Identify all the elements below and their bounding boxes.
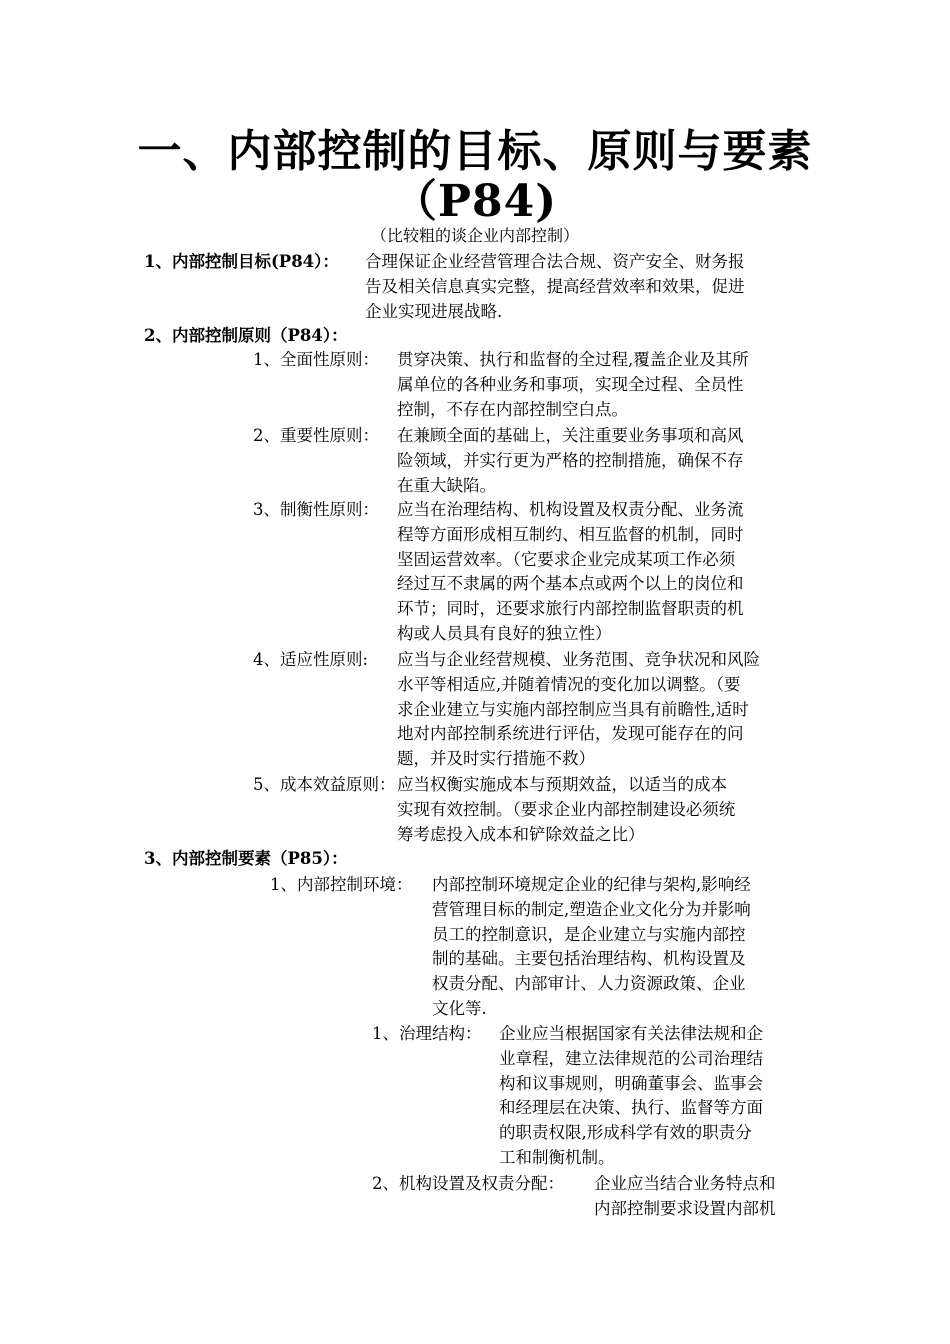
text-line: 贯穿决策、执行和监督的全过程,覆盖企业及其所 [397, 350, 749, 369]
text-line: 企业应当根据国家有关法律法规和企 [499, 1024, 763, 1043]
text-line: 业章程，建立法律规范的公司治理结 [499, 1048, 763, 1068]
title-line-2: （P84) [392, 176, 558, 227]
element-label: 1、内部控制环境： [270, 875, 413, 894]
principle-text [397, 648, 807, 772]
text-line: 筹考虑投入成本和铲除效益之比） [397, 824, 645, 844]
principle-text [397, 498, 807, 647]
text-line: 求企业建立与实施内部控制应当具有前瞻性,适时 [397, 699, 749, 719]
text-line: 应当权衡实施成本与预期效益，以适当的成本 [397, 775, 727, 794]
principle-text [397, 773, 807, 847]
sub-label: 2、机构设置及权责分配： [372, 1174, 564, 1193]
text-line: 水平等相适应,并随着情况的变化加以调整。（要 [397, 674, 741, 694]
text-line: 权责分配、内部审计、人力资源政策、企业 [432, 974, 746, 994]
text-line: 环节；同时，还要求旅行内部控制监督职责的机 [397, 599, 744, 619]
text-line: 在重大缺陷。 [397, 475, 496, 495]
text-line: 在兼顾全面的基础上，关注重要业务事项和高风 [397, 426, 744, 445]
text-line: 地对内部控制系统进行评估，发现可能存在的问 [397, 724, 744, 744]
text-line: 制的基础。主要包括治理结构、机构设置及 [432, 949, 746, 969]
text-line: 题，并及时实行措施不救） [397, 749, 595, 769]
text-line: 和经理层在决策、执行、监督等方面 [499, 1098, 763, 1118]
text-line: 营管理目标的制定,塑造企业文化分为并影响 [432, 899, 751, 919]
text-line: 告及相关信息真实完整，提高经营效率和效果，促进 [365, 276, 745, 296]
text-line: 构或人员具有良好的独立性） [397, 623, 612, 643]
text-line: 工和制衡机制。 [499, 1147, 615, 1167]
sub-label: 1、治理结构： [372, 1024, 482, 1043]
text-line: 属单位的各种业务和事项，实现全过程、全员性 [397, 374, 744, 394]
text-line: 程等方面形成相互制约、相互监督的机制，同时 [397, 524, 744, 544]
text-line: 坚固运营效率。（它要求企业完成某项工作必须 [397, 549, 736, 569]
principle-text [397, 424, 807, 498]
text-line: 险领域，并实行更为严格的控制措施，确保不存 [397, 450, 744, 470]
text-line: 经过互不隶属的两个基本点或两个以上的岗位和 [397, 574, 744, 594]
principle-label: 2、重要性原则： [253, 426, 379, 445]
text-line: 的职责权限,形成科学有效的职责分 [499, 1123, 752, 1143]
sub-text [594, 1172, 809, 1222]
text-line: 应当在治理结构、机构设置及权责分配、业务流 [397, 500, 744, 519]
text-line: 企业实现进展战略. [365, 301, 503, 321]
sub-text [499, 1022, 809, 1171]
principle-label: 3、制衡性原则： [253, 500, 379, 519]
element-text [432, 873, 806, 1022]
text-line: 企业应当结合业务特点和 [594, 1174, 776, 1193]
principle-text [397, 348, 807, 422]
principle-label: 4、适应性原则: [253, 650, 369, 669]
title-line-1: 一、内部控制的目标、原则与要素 [137, 126, 813, 177]
subtitle: （比较粗的谈企业内部控制） [370, 226, 579, 245]
text-line: 内部控制要求设置内部机 [594, 1198, 776, 1218]
text-line: 构和议事规则，明确董事会、监事会 [499, 1073, 763, 1093]
section-1-heading: 1、内部控制目标(P84）： [144, 252, 339, 271]
text-line: 合理保证企业经营管理合法合规、资产安全、财务报 [365, 252, 745, 271]
text-line: 应当与企业经营规模、业务范围、竞争状况和风险 [397, 650, 760, 669]
section-1-body [365, 250, 805, 324]
section-2-heading: 2、内部控制原则（P84）： [144, 326, 348, 345]
principle-label: 1、全面性原则： [253, 350, 379, 369]
section-3-heading: 3、内部控制要素（P85）： [144, 849, 348, 868]
text-line: 员工的控制意识，是企业建立与实施内部控 [432, 924, 746, 944]
text-line: 内部控制环境规定企业的纪律与架构,影响经 [432, 875, 751, 894]
text-line: 控制，不存在内部控制空白点。 [397, 399, 628, 419]
text-line: 实现有效控制。（要求企业内部控制建设必须统 [397, 799, 736, 819]
text-line: 文化等. [432, 998, 487, 1018]
principle-label: 5、成本效益原则： [253, 775, 396, 794]
